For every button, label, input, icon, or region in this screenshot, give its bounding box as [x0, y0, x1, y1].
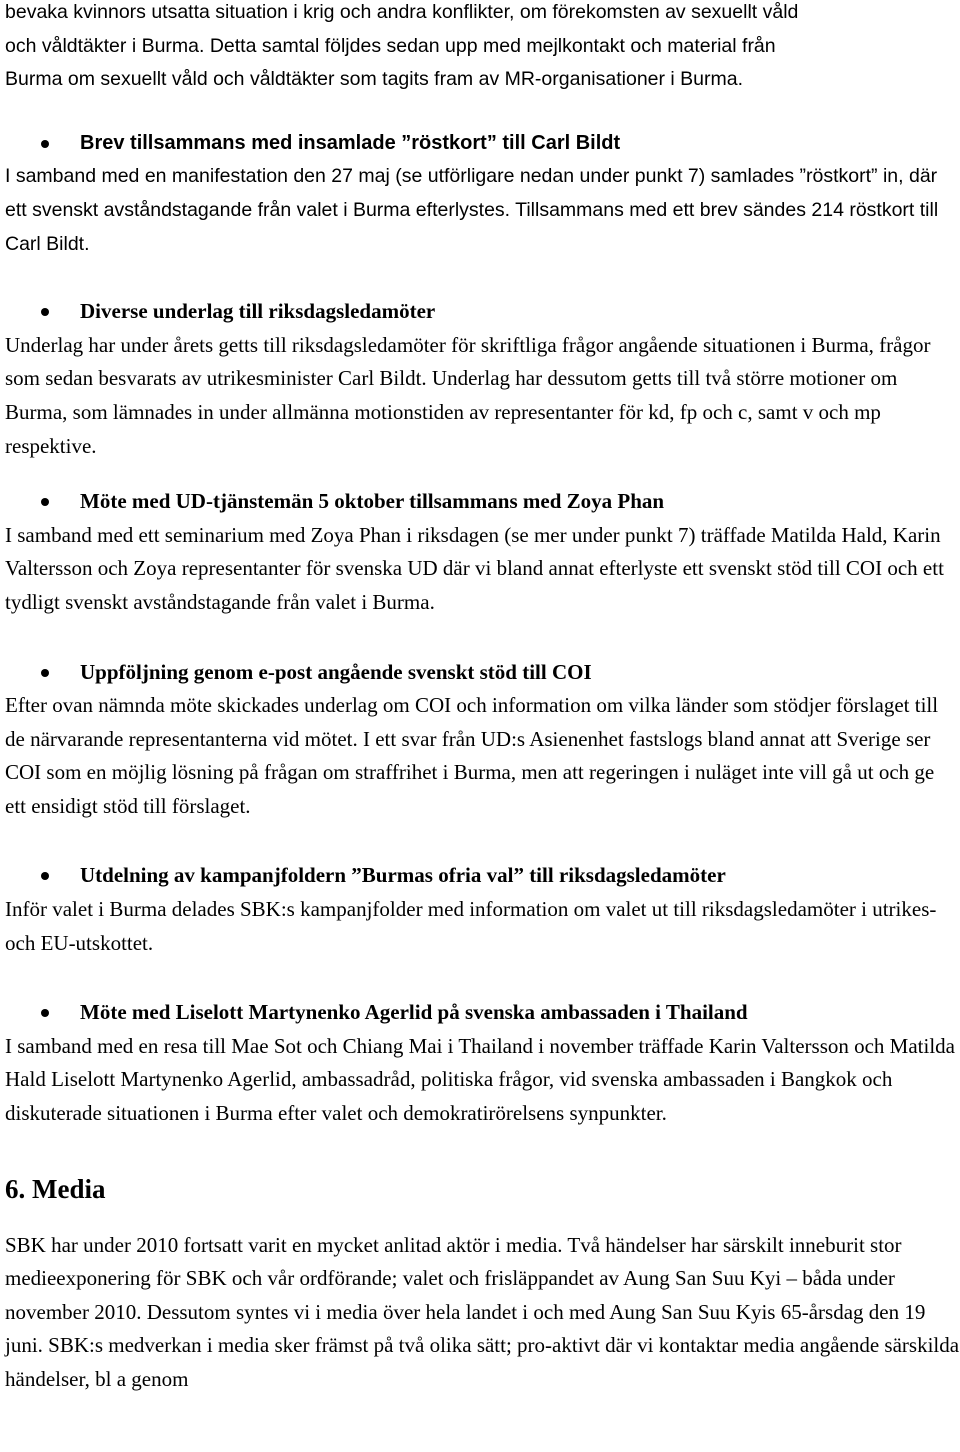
section-heading-text: Möte med UD-tjänstemän 5 oktober tillsammans med Zoya Phan	[80, 489, 665, 514]
section-body: Efter ovan nämnda möte skickades underlag om COI och information om vilka länder som stödjer förslaget till de närvarande representanterna vid mötet. I ett svar från UD:s Asienenhet fastslogs bland annat att Sverige ser COI som en möjlig lösning på frågan om straffrihet i Burma, men att regeringen i nuläget inte vill gå ut och ge ett ensidigt stöd till förslaget.	[5, 693, 939, 818]
section-heading-text: Diverse underlag till riksdagsledamöter	[80, 299, 436, 324]
section-heading	[5, 996, 960, 1030]
section-heading	[5, 859, 960, 893]
section-body: I samband med en manifestation den 27 maj (se utförligare nedan under punkt 7) samlades ”röstkort” in, där ett svenskt avståndstagande från valet i Burma efterlystes. Tillsammans med ett brev sändes 214 röstkort till Carl Bildt.	[5, 165, 939, 255]
bullet-icon	[41, 1009, 49, 1017]
section-body: Inför valet i Burma delades SBK:s kampanjfolder med information om valet ut till riksdagsledamöter i utrikes- och EU-utskottet.	[5, 897, 937, 955]
section-heading-text: Utdelning av kampanjfoldern ”Burmas ofria val” till riksdagsledamöter	[80, 863, 726, 888]
bullet-icon	[41, 308, 49, 316]
section-mote-ambassaden	[5, 996, 960, 1130]
section-body: I samband med en resa till Mae Sot och Chiang Mai i Thailand i november träffade Karin Valtersson och Matilda Hald Liselott Martynenko Agerlid, ambassadråd, politiska frågor, vid svenska ambassaden i Bangkok och diskuterade situationen i Burma efter valet och demokratirörelsens synpunkter.	[5, 1033, 956, 1126]
section-body: Underlag har under årets getts till riksdagsledamöter för skriftliga frågor angående situationen i Burma, frågor som sedan besvarats av utrikesminister Carl Bildt. Underlag har dessutom getts till två större motioner om Burma, som lämnades in under allmänna motionstiden av representanter för kd, fp och c, samt v och mp respektive.	[5, 332, 931, 458]
section-heading	[5, 295, 960, 329]
media-heading: 6. Media	[5, 1173, 106, 1204]
intro-line-2: och våldtäkter i Burma. Detta samtal följdes sedan upp med mejlkontakt och material från	[5, 34, 776, 57]
section-heading	[5, 127, 960, 161]
intro-line-1: bevaka kvinnors utsatta situation i krig och andra konflikter, om förekomsten av sexuellt våld	[5, 1, 799, 23]
section-media	[5, 1171, 960, 1397]
bullet-icon	[41, 140, 49, 148]
section-mote-ud	[5, 485, 960, 619]
section-diverse-underlag	[5, 295, 960, 463]
section-heading	[5, 656, 960, 690]
intro-paragraph	[5, 0, 960, 97]
section-heading-text: Uppföljning genom e-post angående svenskt stöd till COI	[80, 659, 592, 684]
document-page	[5, 0, 960, 1397]
bullet-icon	[41, 669, 49, 677]
section-uppfoljning-coi	[5, 656, 960, 824]
section-kampanjfoldern	[5, 859, 960, 960]
section-heading-text: Brev tillsammans med insamlade ”röstkort” till Carl Bildt	[80, 131, 621, 154]
section-heading	[5, 485, 960, 519]
bullet-icon	[41, 872, 49, 880]
section-brev-rostkort	[5, 127, 960, 261]
media-body: SBK har under 2010 fortsatt varit en mycket anlitad aktör i media. Två händelser har särskilt inneburit stor medieexponering för SBK och vår ordförande; valet och frisläppandet av Aung San Suu Kyi – båda under november 2010. Dessutom syntes vi i media över hela landet i och med Aung San Suu Kyis 65-årsdag den 19 juni. SBK:s medverkan i media sker främst på två olika sätt; pro-aktivt där vi kontaktar media angående särskilda händelser, bl a genom	[5, 1232, 960, 1391]
intro-line-3: Burma om sexuellt våld och våldtäkter som tagits fram av MR-organisationer i Burma.	[5, 68, 744, 91]
section-body: I samband med ett seminarium med Zoya Phan i riksdagen (se mer under punkt 7) träffade Matilda Hald, Karin Valtersson och Zoya representanter för svenska UD där vi bland annat efterlyste ett svenskt stöd till COI och ett tydligt svenskt avståndstagande från valet i Burma.	[5, 522, 944, 614]
section-heading-text: Möte med Liselott Martynenko Agerlid på svenska ambassaden i Thailand	[80, 1000, 748, 1025]
bullet-icon	[41, 498, 49, 506]
